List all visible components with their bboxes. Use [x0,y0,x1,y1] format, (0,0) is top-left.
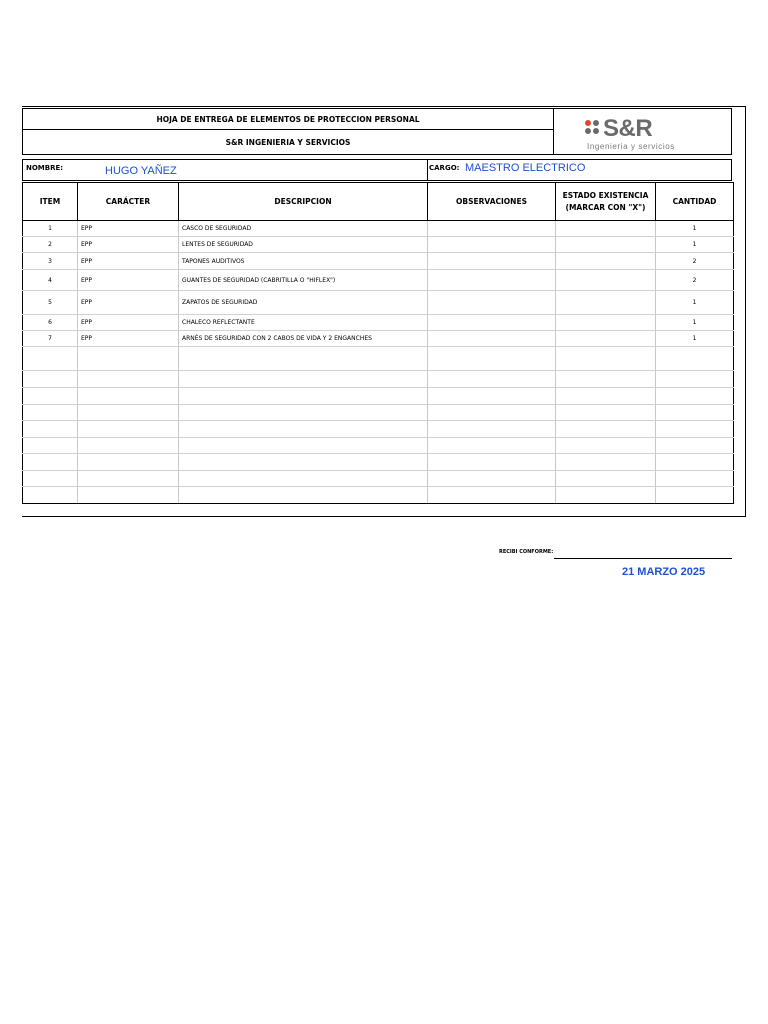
cell-observaciones[interactable] [428,291,556,315]
cell-item: 3 [23,253,78,270]
cell-caracter: EPP [78,221,179,237]
cell-descripcion [179,405,428,421]
cell-descripcion: LENTES DE SEGURIDAD [179,237,428,253]
name-value[interactable]: HUGO YAÑEZ [105,165,177,177]
cell-item [23,471,78,487]
cell-descripcion [179,371,428,388]
col-header-observaciones: OBSERVACIONES [428,183,556,221]
cell-cantidad [656,471,734,487]
cell-observaciones[interactable] [428,421,556,438]
col-header-estado [556,183,656,221]
cell-cantidad: 2 [656,253,734,270]
cell-cantidad: 1 [656,331,734,347]
cell-observaciones[interactable] [428,471,556,487]
cell-cantidad [656,371,734,388]
cell-descripcion: CASCO DE SEGURIDAD [179,221,428,237]
cell-observaciones[interactable] [428,487,556,504]
cell-descripcion [179,487,428,504]
col-header-item: ITEM [23,183,78,221]
cell-estado[interactable] [556,438,656,454]
table-row [23,405,734,421]
cell-estado[interactable] [556,371,656,388]
table-row [23,270,734,291]
signature-line[interactable] [554,558,732,559]
table-row [23,253,734,270]
cell-caracter: EPP [78,270,179,291]
table-row [23,291,734,315]
cell-observaciones[interactable] [428,438,556,454]
table-row [23,221,734,237]
cell-item: 1 [23,221,78,237]
cell-estado[interactable] [556,315,656,331]
cell-descripcion [179,438,428,454]
cell-caracter: EPP [78,237,179,253]
logo-dots-icon [585,120,601,136]
divider [427,160,428,180]
table-row [23,454,734,471]
cell-item [23,405,78,421]
logo-wordmark: S&R [603,115,653,142]
table-row [23,331,734,347]
cell-descripcion: TAPONES AUDITIVOS [179,253,428,270]
cell-item [23,347,78,371]
cell-estado[interactable] [556,388,656,405]
cell-cantidad: 1 [656,237,734,253]
logo-subtitle: Ingenieria y servicios [587,142,675,151]
cell-item [23,487,78,504]
table-row [23,347,734,371]
cell-item: 5 [23,291,78,315]
cell-estado[interactable] [556,487,656,504]
cell-observaciones[interactable] [428,454,556,471]
cell-observaciones[interactable] [428,405,556,421]
cell-observaciones[interactable] [428,270,556,291]
items-table [22,182,734,504]
cell-cantidad: 2 [656,270,734,291]
cell-item [23,454,78,471]
cell-observaciones[interactable] [428,388,556,405]
cell-observaciones[interactable] [428,253,556,270]
table-row [23,438,734,454]
cell-cantidad: 1 [656,221,734,237]
cell-caracter [78,347,179,371]
cell-estado[interactable] [556,331,656,347]
cell-descripcion: GUANTES DE SEGURIDAD (CABRITILLA O "HIFLEX") [179,270,428,291]
cell-item [23,371,78,388]
table-row [23,487,734,504]
cell-caracter: EPP [78,331,179,347]
cell-caracter [78,438,179,454]
cell-descripcion: CHALECO REFLECTANTE [179,315,428,331]
cell-item: 7 [23,331,78,347]
cell-item: 6 [23,315,78,331]
cell-observaciones[interactable] [428,331,556,347]
cell-item [23,388,78,405]
col-header-descripcion: DESCRIPCION [179,183,428,221]
cell-caracter: EPP [78,253,179,270]
received-label: RECIBI CONFORME: [499,549,554,555]
logo-cell [554,108,732,155]
cell-observaciones[interactable] [428,315,556,331]
table-header-row [23,183,734,221]
cell-item [23,438,78,454]
cell-descripcion: ZAPATOS DE SEGURIDAD [179,291,428,315]
cell-estado[interactable] [556,253,656,270]
cell-descripcion [179,454,428,471]
table-row [23,388,734,405]
cell-caracter [78,421,179,438]
role-value[interactable]: MAESTRO ELECTRICO [465,162,586,174]
table-row [23,315,734,331]
cell-item: 2 [23,237,78,253]
cell-estado[interactable] [556,405,656,421]
cell-item: 4 [23,270,78,291]
col-header-estado-line1: ESTADO EXISTENCIA [562,190,649,200]
cell-estado[interactable] [556,270,656,291]
cell-cantidad [656,487,734,504]
person-row [22,159,732,181]
cell-estado[interactable] [556,291,656,315]
cell-caracter [78,471,179,487]
company-name: S&R INGENIERIA Y SERVICIOS [22,130,554,155]
cell-cantidad [656,438,734,454]
cell-estado[interactable] [556,421,656,438]
cell-cantidad [656,388,734,405]
cell-estado[interactable] [556,454,656,471]
col-header-caracter: CARÁCTER [78,183,179,221]
cell-observaciones[interactable] [428,347,556,371]
cell-cantidad [656,454,734,471]
cell-cantidad [656,421,734,438]
table-row [23,237,734,253]
col-header-cantidad: CANTIDAD [656,183,734,221]
cell-caracter: EPP [78,315,179,331]
table-row [23,371,734,388]
cell-descripcion [179,421,428,438]
cell-estado[interactable] [556,471,656,487]
cell-descripcion [179,471,428,487]
table-row [23,471,734,487]
cell-estado[interactable] [556,221,656,237]
delivery-date: 21 MARZO 2025 [622,566,706,578]
cell-cantidad [656,347,734,371]
cell-observaciones[interactable] [428,221,556,237]
cell-descripcion [179,388,428,405]
cell-observaciones[interactable] [428,371,556,388]
cell-caracter [78,405,179,421]
cell-caracter [78,371,179,388]
cell-observaciones[interactable] [428,237,556,253]
cell-descripcion: ARNÉS DE SEGURIDAD CON 2 CABOS DE VIDA Y 2 ENGANCHES [179,331,428,347]
cell-descripcion [179,347,428,371]
cell-caracter: EPP [78,291,179,315]
cell-item [23,421,78,438]
role-label: CARGO: [429,164,460,172]
cell-caracter [78,388,179,405]
cell-caracter [78,487,179,504]
cell-cantidad [656,405,734,421]
cell-estado[interactable] [556,347,656,371]
name-label: NOMBRE: [26,164,64,172]
form-title: HOJA DE ENTREGA DE ELEMENTOS DE PROTECCION PERSONAL [22,108,554,130]
cell-estado[interactable] [556,237,656,253]
cell-cantidad: 1 [656,291,734,315]
cell-cantidad: 1 [656,315,734,331]
cell-caracter [78,454,179,471]
col-header-estado-line2: (MARCAR CON "X") [565,202,646,212]
table-row [23,421,734,438]
